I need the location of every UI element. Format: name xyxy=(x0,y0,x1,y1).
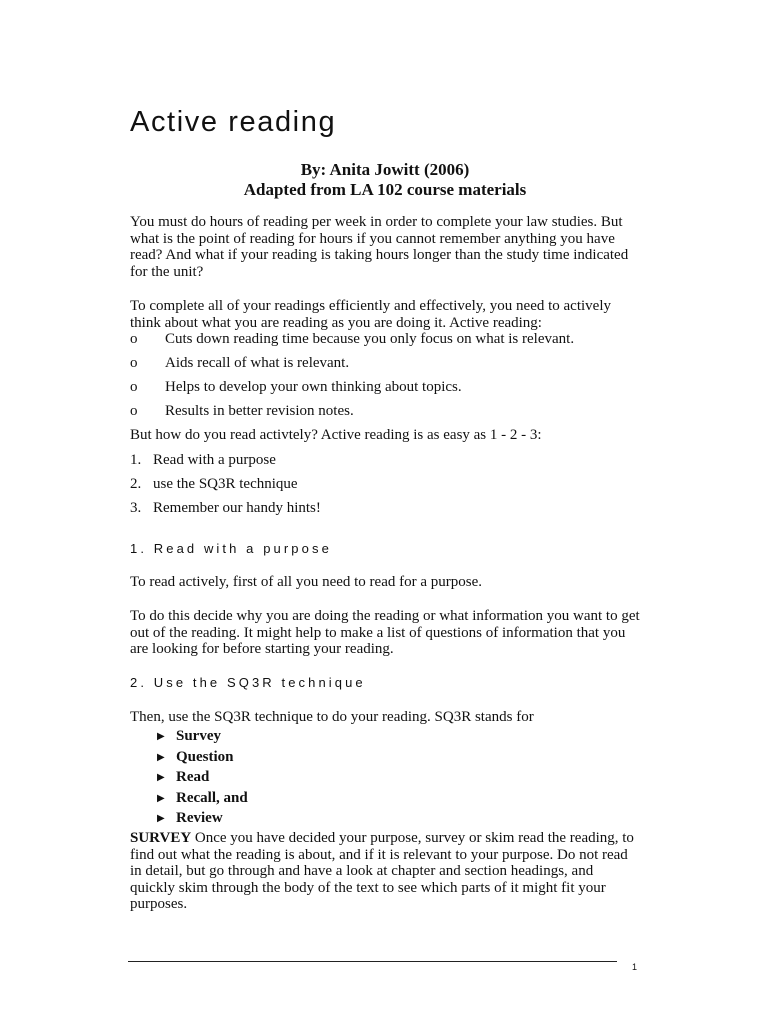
list-item xyxy=(130,451,276,469)
step-number: 1. xyxy=(130,452,142,468)
byline-adapted: Adapted from LA 102 course materials xyxy=(243,180,527,199)
survey-label: SURVEY xyxy=(130,830,192,846)
list-item xyxy=(130,499,321,517)
section-heading-1: 1. Read with a purpose xyxy=(130,541,332,556)
how-question: But how do you read activtely? Active reading is as easy as 1 - 2 - 3: xyxy=(130,427,542,443)
list-item xyxy=(157,809,223,828)
intro-text: You must do hours of reading per week in order to complete your law studies. But what is the point of reading for hours if you cannot remember anything you have read? And what if your reading is taking hours longer than the study time indicated for the unit? xyxy=(130,214,629,280)
triangle-right-icon: ▶ xyxy=(157,813,165,824)
step-text: Remember our handy hints! xyxy=(153,500,321,516)
sq3r-item: Review xyxy=(176,810,223,826)
sq3r-item: Survey xyxy=(176,728,221,744)
section-heading-2: 2. Use the SQ3R technique xyxy=(130,675,366,690)
sq3r-item: Question xyxy=(176,749,234,765)
sq3r-item: Read xyxy=(176,769,210,785)
survey-paragraph xyxy=(130,830,640,913)
section1-para2-text: To do this decide why you are doing the reading or what information you want to get out of the reading. It might help to make a list of questions of information that you are looking for before starting your reading. xyxy=(130,608,640,657)
intro-paragraph xyxy=(130,214,640,280)
list-item-text: Helps to develop your own thinking about topics. xyxy=(165,379,462,395)
byline-author: By: Anita Jowitt (2006) xyxy=(300,160,470,179)
efficient-paragraph xyxy=(130,298,640,331)
survey-text: Once you have decided your purpose, survey or skim read the reading, to find out what the reading is about, and if it is relevant to your purpose. Do not read in detail, but go through and have a look at chapter and section headings, and quickly skim through the body of the text to see which parts of it might fit your purposes. xyxy=(130,830,634,912)
list-item xyxy=(157,789,248,808)
step-number: 3. xyxy=(130,500,142,516)
bullet-marker: o xyxy=(130,355,138,371)
byline xyxy=(130,160,640,200)
section2-intro: Then, use the SQ3R technique to do your reading. SQ3R stands for xyxy=(130,709,534,725)
survey-text-block xyxy=(130,830,640,913)
triangle-right-icon: ▶ xyxy=(157,731,165,742)
list-item xyxy=(157,748,234,767)
list-item xyxy=(157,727,221,746)
triangle-right-icon: ▶ xyxy=(157,752,165,763)
list-item-text: Aids recall of what is relevant. xyxy=(165,355,350,371)
list-item xyxy=(130,475,298,493)
bullet-marker: o xyxy=(130,331,138,347)
bullet-marker: o xyxy=(130,379,138,395)
bullet-marker: o xyxy=(130,403,138,419)
triangle-right-icon: ▶ xyxy=(157,772,165,783)
section1-para1 xyxy=(130,574,640,591)
efficient-intro-text: To complete all of your readings efficiently and effectively, you need to actively think about what you are reading as you are doing it. Active reading: xyxy=(130,298,611,331)
list-item-text: Results in better revision notes. xyxy=(165,403,354,419)
list-item-text: Cuts down reading time because you only focus on what is relevant. xyxy=(165,331,575,347)
section1-para1-text: To read actively, first of all you need to read for a purpose. xyxy=(130,574,483,590)
page-number: 1 xyxy=(632,962,638,972)
step-text: use the SQ3R technique xyxy=(153,476,298,492)
step-text: Read with a purpose xyxy=(153,452,276,468)
section1-para2 xyxy=(130,608,640,658)
triangle-right-icon: ▶ xyxy=(157,793,165,804)
sq3r-item: Recall, and xyxy=(176,790,248,806)
step-number: 2. xyxy=(130,476,142,492)
list-item xyxy=(157,768,209,787)
document-title: Active reading xyxy=(130,106,337,138)
footer-divider xyxy=(128,961,617,962)
